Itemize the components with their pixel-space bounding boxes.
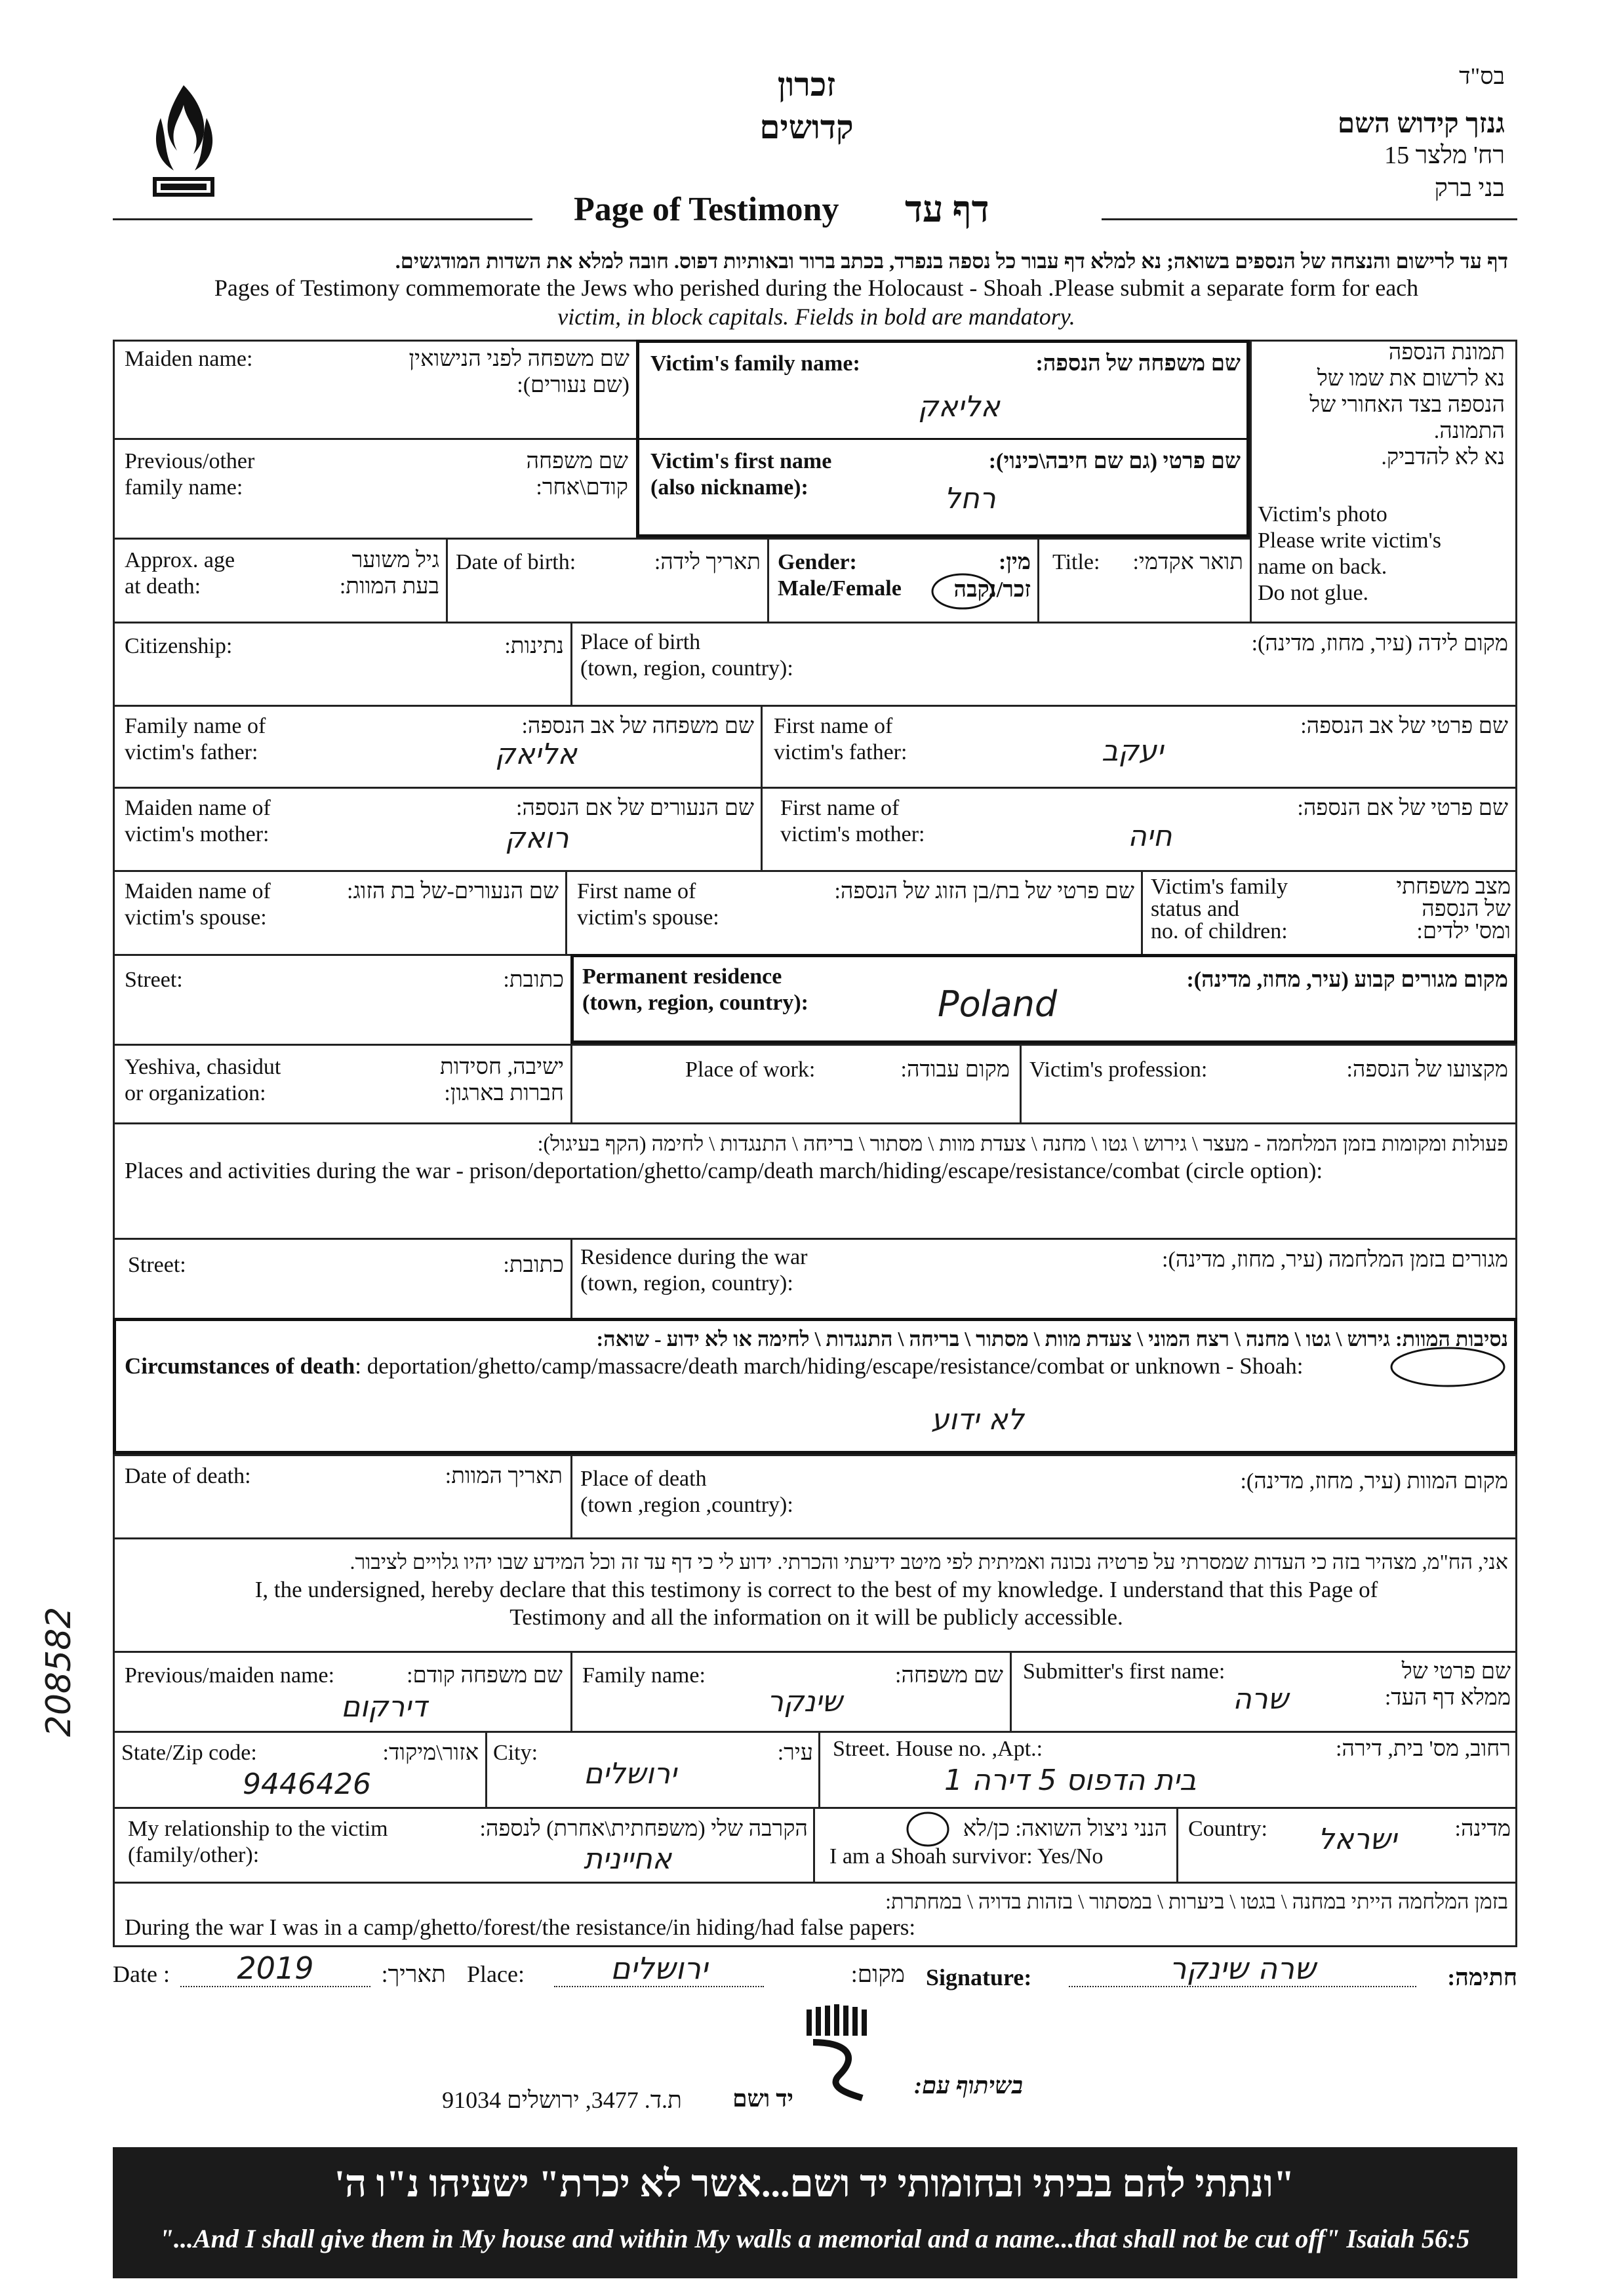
yad-vashem-logo xyxy=(800,2003,872,2101)
dob-label-en: Date of birth: xyxy=(456,550,576,574)
mother-first-value[interactable]: חיה xyxy=(1128,820,1172,853)
mother-maiden-value[interactable]: רואק xyxy=(505,821,569,855)
war-activities-he: פעולות ומקומות בזמן המלחמה - מעצר \ גירוש \ גטו \ מחנה \ צעדת מוות \ מסתור \ בריחה \ התנגדות \ לחימה (הקף בעיגול): xyxy=(537,1132,1508,1155)
family-label-he: שם משפחה של הנספה: xyxy=(1035,351,1241,376)
signature-value[interactable]: שרה שינקר xyxy=(1069,1950,1416,1987)
intro-he: דף עד לרישום והנצחה של הנספים בשואה; נא למלא דף עבור כל נספה בנפרד, בכתב ברור ובאותיות דפוס. חובה למלא את השדות המודגשים. xyxy=(395,249,1508,273)
margin-note: 208582 xyxy=(39,1606,79,1737)
declaration-en-2: Testimony and all the information on it will be publicly accessible. xyxy=(509,1604,1123,1630)
org-city: בני ברק xyxy=(1434,174,1505,202)
title-label-en: Title: xyxy=(1052,550,1100,574)
age-label-he: גיל משוער בעת המוות: xyxy=(339,548,439,599)
father-first-value[interactable]: יעקב xyxy=(1102,734,1164,768)
war-activities-en: Places and activities during the war - prison/deportation/ghetto/camp/death march/hiding/escape/resistance/combat (circle option): xyxy=(125,1158,1323,1183)
flame-logo xyxy=(141,79,226,203)
submitter-family-label-he: שם משפחה: xyxy=(895,1663,1003,1688)
place-label-he: מקום: xyxy=(850,1961,905,1987)
yeshiva-label-en: Yeshiva, chasidut or organization: xyxy=(125,1055,281,1105)
survivor-label-he[interactable]: הנני ניצול השואה: כן/לא xyxy=(963,1817,1167,1841)
profession-label-he: מקצועו של הנספה: xyxy=(1346,1058,1508,1082)
intro-en-1: Pages of Testimony commemorate the Jews who perished during the Holocaust - Shoah .Please submit a separate form for each xyxy=(214,275,1419,301)
mother-first-label-he: שם פרטי של אם הנספה: xyxy=(1297,796,1508,820)
father-family-label-en: Family name of victim's father: xyxy=(125,714,266,764)
residence-label-he: מקום מגורים קבוע (עיר, מחוז, מדינה): xyxy=(1186,968,1508,992)
gender-label-he: מין: xyxy=(998,550,1031,574)
residence-value[interactable]: Poland xyxy=(938,983,1058,1025)
prev-label-he: שם משפחה קודם\אחר: xyxy=(526,449,628,500)
country-value[interactable]: ישראל xyxy=(1318,1823,1397,1856)
street-address-value[interactable]: בית הדפוס 5 דירה 1 xyxy=(944,1764,1197,1797)
work-label-he: מקום עבודה: xyxy=(900,1058,1010,1082)
page-title-he: דף עד xyxy=(905,189,989,230)
pod-label-he: מקום המוות (עיר, מחוז, מדינה): xyxy=(1240,1469,1508,1494)
place-value[interactable]: ירושלים xyxy=(554,1950,764,1987)
org-name: גנזך קידוש השם xyxy=(1337,109,1505,139)
yad-vashem-address: ת.ד. 3477, ירושלים 91034 xyxy=(442,2087,682,2113)
city-label-en: City: xyxy=(493,1741,538,1765)
dob-label-he: תאריך לידה: xyxy=(654,550,761,574)
intro-en-2: victim, in block capitals. Fields in bold are mandatory. xyxy=(557,304,1075,330)
place-label-en: Place: xyxy=(467,1961,525,1987)
spouse-maiden-label-en: Maiden name of victim's spouse: xyxy=(125,879,271,930)
mother-maiden-label-en: Maiden name of victim's mother: xyxy=(125,796,271,846)
street-address-label-en: Street. House no. ,Apt.: xyxy=(833,1737,1043,1761)
father-family-value[interactable]: אליאק xyxy=(495,738,577,771)
photo-box-he: תמונת הנספה נא לרשום את שמו של הנספה בצד האחורי של התמונה. נא לא להדביק. xyxy=(1309,340,1505,469)
death-circumstances-he: נסיבות המוות: גירוש \ גטו \ מחנה \ רצח המוני \ צעדת מוות \ מסתור \ בריחה \ התנגדות \ לחימה או לא ידוע - שואה: xyxy=(596,1327,1508,1351)
submitter-prev-label-en: Previous/maiden name: xyxy=(125,1663,335,1688)
submitter-war-en: During the war I was in a camp/ghetto/forest/the resistance/in hiding/had false papers: xyxy=(125,1914,916,1940)
dod-label-en: Date of death: xyxy=(125,1464,251,1488)
yad-vashem-name: יד ושם xyxy=(732,2086,793,2112)
submitter-prev-label-he: שם משפחה קודם: xyxy=(407,1663,563,1688)
country-label-he: מדינה: xyxy=(1454,1817,1511,1841)
zip-label-en: State/Zip code: xyxy=(121,1741,257,1765)
signature-label-he: חתימה: xyxy=(1447,1964,1517,1990)
submitter-family-label-en: Family name: xyxy=(582,1663,706,1688)
pob-label-he: מקום לידה (עיר, מחוז, מדינה): xyxy=(1251,631,1508,656)
war-street-label-he: כתובת: xyxy=(503,1253,564,1277)
female-circle-mark xyxy=(930,572,995,611)
death-circumstances-en: Circumstances of death: deportation/ghetto/camp/massacre/death march/hiding/escape/resistance/combat or unknown - Shoah: xyxy=(125,1353,1304,1379)
title-he-line1: זכרון xyxy=(777,66,836,103)
citizenship-label-en: Citizenship: xyxy=(125,634,233,658)
first-label-en: Victim's first name (also nickname): xyxy=(650,449,832,500)
relationship-label-en: My relationship to the victim (family/other): xyxy=(128,1817,388,1867)
city-value[interactable]: ירושלים xyxy=(584,1757,677,1791)
zip-label-he: אזור\מיקוד: xyxy=(382,1741,479,1765)
spouse-first-label-he: שם פרטי של בת/בן הזוג של הנספה: xyxy=(834,879,1134,903)
submitter-prev-value[interactable]: דירקום xyxy=(341,1690,428,1724)
submitter-first-label-he: שם פרטי של ממלא דף העד: xyxy=(1384,1659,1511,1710)
pod-label-en: Place of death (town ,region ,country): xyxy=(580,1467,793,1517)
prev-label-en: Previous/other family name: xyxy=(125,449,255,500)
family-status-label-he: מצב משפחתי של הנספה ומס' ילדים: xyxy=(1396,875,1511,943)
spouse-first-label-en: First name of victim's spouse: xyxy=(577,879,719,930)
no-circle-mark xyxy=(905,1811,951,1848)
signature-label-en: Signature: xyxy=(926,1964,1032,1990)
dod-label-he: תאריך המוות: xyxy=(445,1464,563,1488)
mother-first-label-en: First name of victim's mother: xyxy=(780,796,925,846)
shoah-circle-mark xyxy=(1389,1345,1507,1389)
yeshiva-label-he: ישיבה, חסידות חברות בארגון: xyxy=(439,1055,564,1105)
father-first-label-he: שם פרטי של אב הנספה: xyxy=(1300,714,1508,738)
maiden-label-he: שם משפחה לפני הנישואין (שם נעורים): xyxy=(409,347,629,397)
quote-banner xyxy=(113,2147,1517,2278)
first-label-he: שם פרטי (גם שם חיבה\כינוי): xyxy=(988,449,1241,473)
partner-label-he: בשיתוף עם: xyxy=(914,2072,1023,2099)
gender-label-en: Gender: Male/Female xyxy=(778,550,902,601)
submitter-war-he: בזמן המלחמה הייתי במחנה \ בגטו \ ביערות \ במסתור \ בזהות בדויה \ במחתרת: xyxy=(885,1890,1508,1913)
submitter-family-value[interactable]: שינקר xyxy=(767,1685,843,1718)
street-label-en: Street: xyxy=(125,968,183,992)
relationship-label-he: הקרבה שלי (משפחתית\אחרת) לנספה: xyxy=(479,1817,808,1841)
country-label-en: Country: xyxy=(1188,1817,1267,1841)
title-label-he: תואר אקדמי: xyxy=(1132,550,1243,574)
title-he-line2: קדושים xyxy=(759,109,854,146)
relationship-value[interactable]: אחיינית xyxy=(584,1842,672,1876)
father-family-label-he: שם משפחה של אב הנספה: xyxy=(521,714,754,738)
mother-maiden-label-he: שם הנעורים של אם הנספה: xyxy=(515,796,754,820)
org-street: רח' מלצר 15 xyxy=(1384,142,1505,169)
citizenship-label-he: נתינות: xyxy=(504,634,564,658)
date-label-he: תאריך: xyxy=(381,1961,446,1987)
submitter-first-value[interactable]: שרה xyxy=(1233,1682,1288,1716)
profession-label-en: Victim's profession: xyxy=(1029,1058,1208,1082)
family-status-label-en: Victim's family status and no. of children: xyxy=(1151,875,1288,943)
gender-options[interactable]: זכר/נקבה xyxy=(953,578,1031,602)
work-label-en: Place of work: xyxy=(685,1058,816,1082)
survivor-label-en: I am a Shoah survivor: Yes/No xyxy=(829,1844,1104,1869)
city-label-he: עיר: xyxy=(777,1741,813,1765)
date-value[interactable]: 2019 xyxy=(180,1950,370,1987)
war-residence-label-en: Residence during the war (town, region, country): xyxy=(580,1245,808,1296)
father-first-label-en: First name of victim's father: xyxy=(774,714,907,764)
pob-label-en: Place of birth (town, region, country): xyxy=(580,630,793,681)
death-circumstances-value[interactable]: לא ידוע xyxy=(931,1403,1024,1436)
quote-en: "...And I shall give them in My house and within My walls a memorial and a name...that shall not be cut off" Isaiah 56:5 xyxy=(159,2224,1470,2253)
photo-box-en: Victim's photo Please write victim's name on back. Do not glue. xyxy=(1258,502,1441,605)
residence-label-en: Permanent residence (town, region, country): xyxy=(582,964,808,1015)
declaration-he: אני, הח"מ, מצהיר בזה כי העדות שמסרתי על פרטיה נכונה ואמיתית לפי מיטב ידיעתי והכרתי. ידוע לי כי דף עד זה וכל המידע שבו יהיו גלויים לציבור. xyxy=(349,1550,1508,1574)
first-name-value[interactable]: רחל xyxy=(944,482,996,515)
family-name-value[interactable]: אליאק xyxy=(918,390,1000,424)
zip-value[interactable]: 9446426 xyxy=(243,1768,371,1801)
page-title-en: Page of Testimony xyxy=(574,191,839,228)
family-label-en: Victim's family name: xyxy=(650,351,860,376)
quote-he: "ונתתי להם בביתי ובחומותי יד ושם...אשר לא יכרת" ישעיהו נ"ו ה' xyxy=(334,2162,1295,2205)
submitter-first-label-en: Submitter's first name: xyxy=(1023,1659,1226,1684)
war-street-label-en: Street: xyxy=(128,1253,186,1277)
spouse-maiden-label-he: שם הנעורים-של בת הזוג: xyxy=(347,879,559,903)
war-residence-label-he: מגורים בזמן המלחמה (עיר, מחוז, מדינה): xyxy=(1162,1248,1508,1272)
shoah-option[interactable]: Shoah: xyxy=(1239,1353,1304,1379)
date-label-en: Date : xyxy=(113,1961,170,1987)
org-bsd: בס"ד xyxy=(1459,63,1505,89)
street-label-he: כתובת: xyxy=(503,968,564,992)
maiden-label-en: Maiden name: xyxy=(125,347,253,371)
age-label-en: Approx. age at death: xyxy=(125,548,235,599)
street-address-label-he: רחוב, מס' בית, דירה: xyxy=(1335,1737,1511,1761)
declaration-en-1: I, the undersigned, hereby declare that this testimony is correct to the best of my knowledge. I understand that this Page of xyxy=(254,1577,1378,1602)
